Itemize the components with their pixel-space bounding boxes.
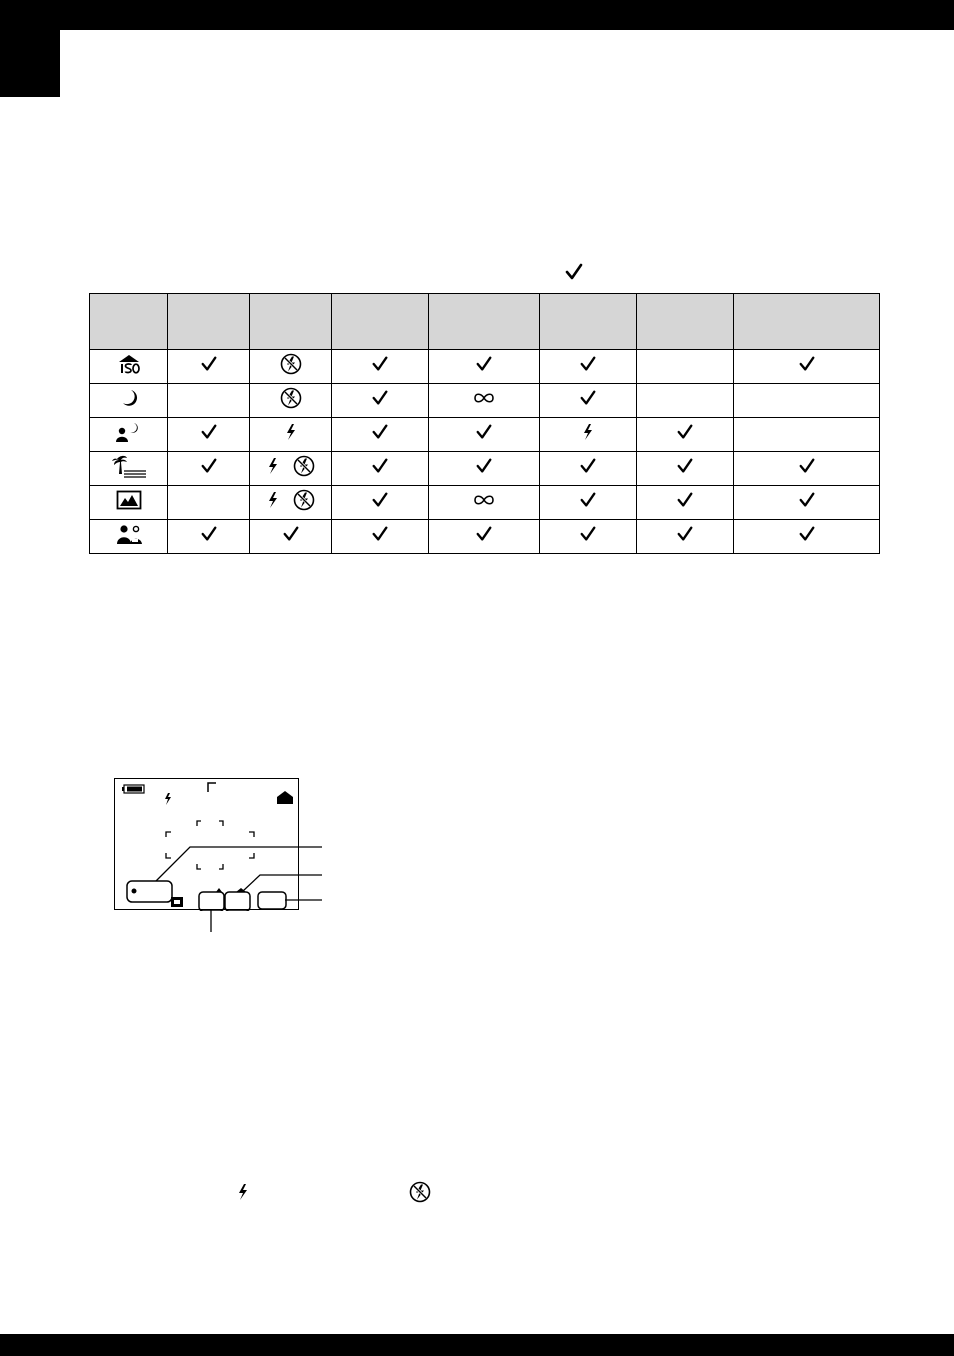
table-cell — [734, 350, 880, 384]
table-cell — [332, 350, 429, 384]
table-cell — [734, 418, 880, 452]
check-icon — [579, 491, 597, 514]
check-icon — [200, 525, 218, 548]
check-icon — [475, 525, 493, 548]
check-icon — [371, 525, 389, 548]
table-cell — [540, 520, 637, 554]
scene-iso-icon — [277, 791, 293, 804]
check-icon — [676, 491, 694, 514]
infinity-icon — [472, 391, 496, 410]
table-header-cell — [637, 294, 734, 350]
table-header-cell — [734, 294, 880, 350]
table-cell — [250, 418, 332, 452]
table-cell — [168, 384, 250, 418]
table-cell — [637, 452, 734, 486]
table-cell — [429, 384, 540, 418]
table-cell — [332, 486, 429, 520]
lcd-screen-graphics — [115, 779, 300, 911]
table-cell — [168, 418, 250, 452]
flash-on-icon — [165, 793, 171, 805]
table-row — [90, 384, 880, 418]
callout-box-iso — [258, 892, 286, 909]
table-cell — [250, 384, 332, 418]
table-cell — [540, 384, 637, 418]
flash-off-icon — [280, 387, 302, 414]
flash-on-icon — [237, 1183, 249, 1201]
landscape-icon — [116, 490, 142, 515]
flash-on-icon — [267, 491, 279, 514]
check-icon — [676, 423, 694, 446]
check-icon — [371, 457, 389, 480]
table-cell — [540, 350, 637, 384]
scene-mode-cell — [90, 520, 168, 554]
portrait-icon — [115, 523, 143, 550]
check-icon — [798, 355, 816, 378]
table-row — [90, 520, 880, 554]
table-cell — [734, 452, 880, 486]
high-sensitivity-iso-icon — [117, 354, 141, 379]
table-cell — [637, 350, 734, 384]
flash-on-icon — [285, 423, 297, 446]
table-cell — [332, 418, 429, 452]
twilight-portrait-icon — [115, 421, 143, 448]
lcd-screen-illustration — [114, 778, 299, 910]
check-icon — [475, 423, 493, 446]
table-header-cell — [168, 294, 250, 350]
table-cell — [250, 486, 332, 520]
check-icon — [475, 355, 493, 378]
af-range-finder-frame — [166, 821, 254, 869]
check-icon — [200, 457, 218, 480]
check-icon — [798, 525, 816, 548]
table-cell — [332, 520, 429, 554]
scene-function-table — [89, 293, 880, 554]
table-cell — [332, 452, 429, 486]
metering-mark-icon — [236, 888, 246, 892]
check-icon — [475, 457, 493, 480]
check-icon — [371, 423, 389, 446]
up-arrow-icon — [216, 888, 222, 892]
scene-mode-cell — [90, 452, 168, 486]
table-header-cell — [332, 294, 429, 350]
flash-off-icon — [280, 353, 302, 380]
check-icon — [200, 423, 218, 446]
twilight-moon-icon — [119, 388, 139, 413]
check-icon — [676, 525, 694, 548]
table-header-cell — [540, 294, 637, 350]
table-cell — [429, 520, 540, 554]
battery-icon — [122, 785, 144, 793]
top-black-bar — [0, 0, 954, 30]
flash-off-icon — [409, 1181, 431, 1203]
table-cell — [250, 350, 332, 384]
table-cell — [168, 350, 250, 384]
table-cell — [637, 384, 734, 418]
check-icon — [579, 457, 597, 480]
table-cell — [637, 486, 734, 520]
check-icon — [798, 491, 816, 514]
callout-box-metering — [225, 892, 250, 911]
table-cell — [540, 452, 637, 486]
scene-mode-cell — [90, 350, 168, 384]
check-icon — [579, 355, 597, 378]
table-cell — [429, 418, 540, 452]
beach-icon — [111, 454, 147, 483]
table-cell — [168, 486, 250, 520]
table-cell — [332, 384, 429, 418]
infinity-icon — [472, 493, 496, 512]
focus-dot-icon — [132, 889, 137, 894]
check-icon — [798, 457, 816, 480]
callout-box-white-balance — [199, 892, 224, 911]
flash-off-icon — [293, 489, 315, 516]
flash-on-icon — [582, 423, 594, 446]
table-cell — [734, 520, 880, 554]
table-cell — [734, 384, 880, 418]
check-icon — [371, 491, 389, 514]
check-icon — [371, 389, 389, 412]
table-row — [90, 486, 880, 520]
table-row — [90, 418, 880, 452]
table-cell — [637, 520, 734, 554]
table-cell — [429, 452, 540, 486]
scene-mode-cell — [90, 418, 168, 452]
check-icon — [200, 355, 218, 378]
bottom-black-bar — [0, 1334, 954, 1356]
table-cell — [168, 520, 250, 554]
scene-mode-cell — [90, 384, 168, 418]
table-header-cell — [90, 294, 168, 350]
section-tab — [0, 30, 60, 97]
flash-off-icon — [293, 455, 315, 482]
table-cell — [637, 418, 734, 452]
scene-mode-cell — [90, 486, 168, 520]
check-icon — [579, 389, 597, 412]
flash-on-icon — [267, 457, 279, 480]
table-cell — [540, 418, 637, 452]
table-cell — [540, 486, 637, 520]
check-icon — [564, 262, 584, 282]
check-icon — [676, 457, 694, 480]
table-row — [90, 452, 880, 486]
table-cell — [429, 486, 540, 520]
table-cell — [250, 520, 332, 554]
table-header-cell — [250, 294, 332, 350]
check-icon — [579, 525, 597, 548]
table-cell — [734, 486, 880, 520]
table-header-cell — [429, 294, 540, 350]
check-icon — [371, 355, 389, 378]
memory-bracket-icon — [208, 783, 216, 792]
table-row — [90, 350, 880, 384]
table-cell — [250, 452, 332, 486]
table-cell — [168, 452, 250, 486]
table-cell — [429, 350, 540, 384]
table-header-row — [90, 294, 880, 350]
check-icon — [282, 525, 300, 548]
